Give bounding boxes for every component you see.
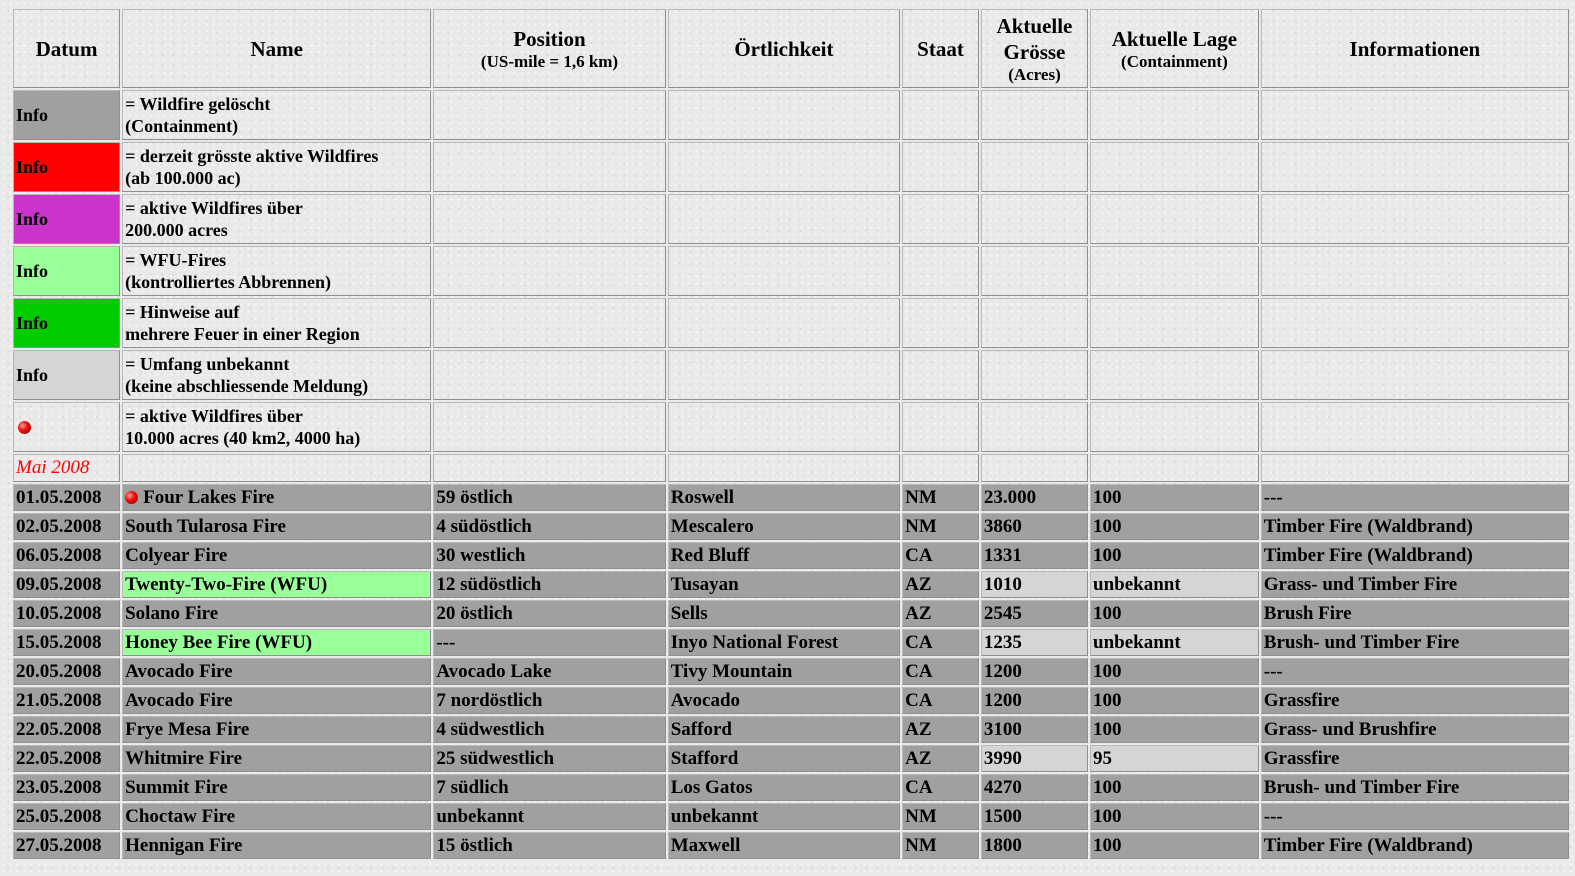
cell-lage: 100 xyxy=(1090,484,1259,511)
cell-informationen: Grassfire xyxy=(1261,687,1569,714)
cell-name: Twenty-Two-Fire (WFU) xyxy=(122,571,431,598)
cell-groesse: 3100 xyxy=(981,716,1088,743)
cell-informationen: Brush Fire xyxy=(1261,600,1569,627)
cell-name: Hennigan Fire xyxy=(122,832,431,859)
cell-name: Avocado Fire xyxy=(122,658,431,685)
cell-oertlichkeit: Avocado xyxy=(668,687,900,714)
header-datum: Datum xyxy=(13,9,120,88)
cell-oertlichkeit: Safford xyxy=(668,716,900,743)
cell-datum: 22.05.2008 xyxy=(13,745,120,772)
legend-description: = Wildfire gelöscht (Containment) xyxy=(122,90,431,140)
cell-staat: CA xyxy=(902,542,979,569)
cell-informationen: Timber Fire (Waldbrand) xyxy=(1261,832,1569,859)
table-row xyxy=(13,629,1569,656)
table-row xyxy=(13,658,1569,685)
cell-informationen: Brush- und Timber Fire xyxy=(1261,629,1569,656)
cell-position: 4 südwestlich xyxy=(433,716,665,743)
cell-groesse: 1331 xyxy=(981,542,1088,569)
legend-swatch-red: Info xyxy=(13,142,120,192)
cell-oertlichkeit: Los Gatos xyxy=(668,774,900,801)
cell-groesse: 23.000 xyxy=(981,484,1088,511)
cell-informationen: Grassfire xyxy=(1261,745,1569,772)
cell-datum: 27.05.2008 xyxy=(13,832,120,859)
header-oertlichkeit: Örtlichkeit xyxy=(668,9,900,88)
cell-groesse: 3990 xyxy=(981,745,1088,772)
legend-row-200000 xyxy=(13,194,1569,244)
cell-position: 25 südwestlich xyxy=(433,745,665,772)
cell-name: Honey Bee Fire (WFU) xyxy=(122,629,431,656)
cell-staat: NM xyxy=(902,484,979,511)
cell-groesse: 1200 xyxy=(981,687,1088,714)
cell-staat: AZ xyxy=(902,716,979,743)
cell-oertlichkeit: Stafford xyxy=(668,745,900,772)
cell-oertlichkeit: Sells xyxy=(668,600,900,627)
cell-staat: CA xyxy=(902,658,979,685)
cell-position: 15 östlich xyxy=(433,832,665,859)
table-row xyxy=(13,745,1569,772)
cell-oertlichkeit: Maxwell xyxy=(668,832,900,859)
cell-datum: 25.05.2008 xyxy=(13,803,120,830)
cell-oertlichkeit: Roswell xyxy=(668,484,900,511)
cell-datum: 01.05.2008 xyxy=(13,484,120,511)
cell-lage: 100 xyxy=(1090,658,1259,685)
cell-name: Summit Fire xyxy=(122,774,431,801)
cell-datum: 21.05.2008 xyxy=(13,687,120,714)
cell-informationen: --- xyxy=(1261,803,1569,830)
table-row xyxy=(13,716,1569,743)
legend-description: = aktive Wildfires über 10.000 acres (40 km2, 4000 ha) xyxy=(122,402,431,452)
cell-lage: unbekannt xyxy=(1090,571,1259,598)
header-groesse-sub: (Acres) xyxy=(1008,64,1061,84)
cell-name: Avocado Fire xyxy=(122,687,431,714)
cell-groesse: 1800 xyxy=(981,832,1088,859)
cell-lage: 100 xyxy=(1090,513,1259,540)
cell-groesse: 1200 xyxy=(981,658,1088,685)
wildfire-table xyxy=(11,7,1571,861)
cell-staat: CA xyxy=(902,774,979,801)
cell-groesse: 1010 xyxy=(981,571,1088,598)
cell-lage: 100 xyxy=(1090,600,1259,627)
table-row xyxy=(13,774,1569,801)
cell-lage: 100 xyxy=(1090,687,1259,714)
cell-informationen: Brush- und Timber Fire xyxy=(1261,774,1569,801)
table-row xyxy=(13,542,1569,569)
cell-informationen: Timber Fire (Waldbrand) xyxy=(1261,513,1569,540)
table-row xyxy=(13,484,1569,511)
header-name: Name xyxy=(122,9,431,88)
cell-datum: 22.05.2008 xyxy=(13,716,120,743)
cell-staat: AZ xyxy=(902,571,979,598)
cell-staat: NM xyxy=(902,513,979,540)
header-staat: Staat xyxy=(902,9,979,88)
cell-position: 30 westlich xyxy=(433,542,665,569)
cell-lage: 95 xyxy=(1090,745,1259,772)
cell-position: 20 östlich xyxy=(433,600,665,627)
cell-staat: AZ xyxy=(902,600,979,627)
cell-lage: 100 xyxy=(1090,716,1259,743)
cell-position: 7 südlich xyxy=(433,774,665,801)
cell-staat: NM xyxy=(902,832,979,859)
legend-swatch-magenta: Info xyxy=(13,194,120,244)
month-row xyxy=(13,454,1569,482)
cell-lage: 100 xyxy=(1090,542,1259,569)
cell-datum: 10.05.2008 xyxy=(13,600,120,627)
cell-groesse: 1500 xyxy=(981,803,1088,830)
header-position-sub: (US-mile = 1,6 km) xyxy=(480,51,619,71)
cell-informationen: --- xyxy=(1261,484,1569,511)
table-row xyxy=(13,600,1569,627)
legend-swatch-plain: Info xyxy=(13,350,120,400)
header-row xyxy=(13,9,1569,88)
legend-description: = aktive Wildfires über 200.000 acres xyxy=(122,194,431,244)
cell-oertlichkeit: Tivy Mountain xyxy=(668,658,900,685)
cell-groesse: 3860 xyxy=(981,513,1088,540)
header-informationen: Informationen xyxy=(1261,9,1569,88)
red-ball-icon xyxy=(125,491,138,504)
cell-informationen: --- xyxy=(1261,658,1569,685)
cell-position: unbekannt xyxy=(433,803,665,830)
header-lage-sub: (Containment) xyxy=(1121,51,1228,71)
cell-oertlichkeit: Tusayan xyxy=(668,571,900,598)
legend-row-groesste xyxy=(13,142,1569,192)
cell-staat: NM xyxy=(902,803,979,830)
legend-row-region xyxy=(13,298,1569,348)
cell-name: Solano Fire xyxy=(122,600,431,627)
cell-informationen: Timber Fire (Waldbrand) xyxy=(1261,542,1569,569)
legend-swatch-grey: Info xyxy=(13,90,120,140)
legend-row-10000 xyxy=(13,402,1569,452)
cell-oertlichkeit: Mescalero xyxy=(668,513,900,540)
legend-row-geloescht xyxy=(13,90,1569,140)
legend-description: = Hinweise auf mehrere Feuer in einer Region xyxy=(122,298,431,348)
cell-staat: CA xyxy=(902,629,979,656)
cell-informationen: Grass- und Brushfire xyxy=(1261,716,1569,743)
legend-swatch-green: Info xyxy=(13,298,120,348)
cell-datum: 20.05.2008 xyxy=(13,658,120,685)
cell-name: Choctaw Fire xyxy=(122,803,431,830)
cell-lage: 100 xyxy=(1090,774,1259,801)
legend-row-wfu xyxy=(13,246,1569,296)
legend-row-unbekannt xyxy=(13,350,1569,400)
cell-name: Four Lakes Fire xyxy=(122,484,431,511)
table-row xyxy=(13,513,1569,540)
table-row xyxy=(13,803,1569,830)
cell-datum: 02.05.2008 xyxy=(13,513,120,540)
red-ball-icon xyxy=(18,421,31,434)
cell-groesse: 2545 xyxy=(981,600,1088,627)
cell-oertlichkeit: unbekannt xyxy=(668,803,900,830)
cell-position: 12 südöstlich xyxy=(433,571,665,598)
cell-position: 7 nordöstlich xyxy=(433,687,665,714)
cell-position: 59 östlich xyxy=(433,484,665,511)
header-groesse: Aktuelle Grösse (Acres) xyxy=(981,9,1088,88)
cell-oertlichkeit: Inyo National Forest xyxy=(668,629,900,656)
cell-groesse: 1235 xyxy=(981,629,1088,656)
header-lage: Aktuelle Lage (Containment) xyxy=(1090,9,1259,88)
cell-datum: 09.05.2008 xyxy=(13,571,120,598)
legend-description: = Umfang unbekannt (keine abschliessende Meldung) xyxy=(122,350,431,400)
header-position: Position (US-mile = 1,6 km) xyxy=(433,9,665,88)
legend-swatch-lightgreen: Info xyxy=(13,246,120,296)
cell-name: Whitmire Fire xyxy=(122,745,431,772)
cell-lage: unbekannt xyxy=(1090,629,1259,656)
table-row xyxy=(13,832,1569,859)
legend-description: = WFU-Fires (kontrolliertes Abbrennen) xyxy=(122,246,431,296)
month-label: Mai 2008 xyxy=(13,454,120,482)
table-row xyxy=(13,687,1569,714)
cell-informationen: Grass- und Timber Fire xyxy=(1261,571,1569,598)
legend-swatch-ball xyxy=(13,402,120,452)
cell-position: 4 südöstlich xyxy=(433,513,665,540)
cell-oertlichkeit: Red Bluff xyxy=(668,542,900,569)
cell-position: Avocado Lake xyxy=(433,658,665,685)
cell-datum: 15.05.2008 xyxy=(13,629,120,656)
legend-description: = derzeit grösste aktive Wildfires (ab 100.000 ac) xyxy=(122,142,431,192)
cell-groesse: 4270 xyxy=(981,774,1088,801)
cell-name: South Tularosa Fire xyxy=(122,513,431,540)
cell-name: Frye Mesa Fire xyxy=(122,716,431,743)
cell-staat: CA xyxy=(902,687,979,714)
table-row xyxy=(13,571,1569,598)
cell-name: Colyear Fire xyxy=(122,542,431,569)
cell-datum: 23.05.2008 xyxy=(13,774,120,801)
cell-lage: 100 xyxy=(1090,832,1259,859)
cell-lage: 100 xyxy=(1090,803,1259,830)
cell-datum: 06.05.2008 xyxy=(13,542,120,569)
cell-staat: AZ xyxy=(902,745,979,772)
cell-position: --- xyxy=(433,629,665,656)
